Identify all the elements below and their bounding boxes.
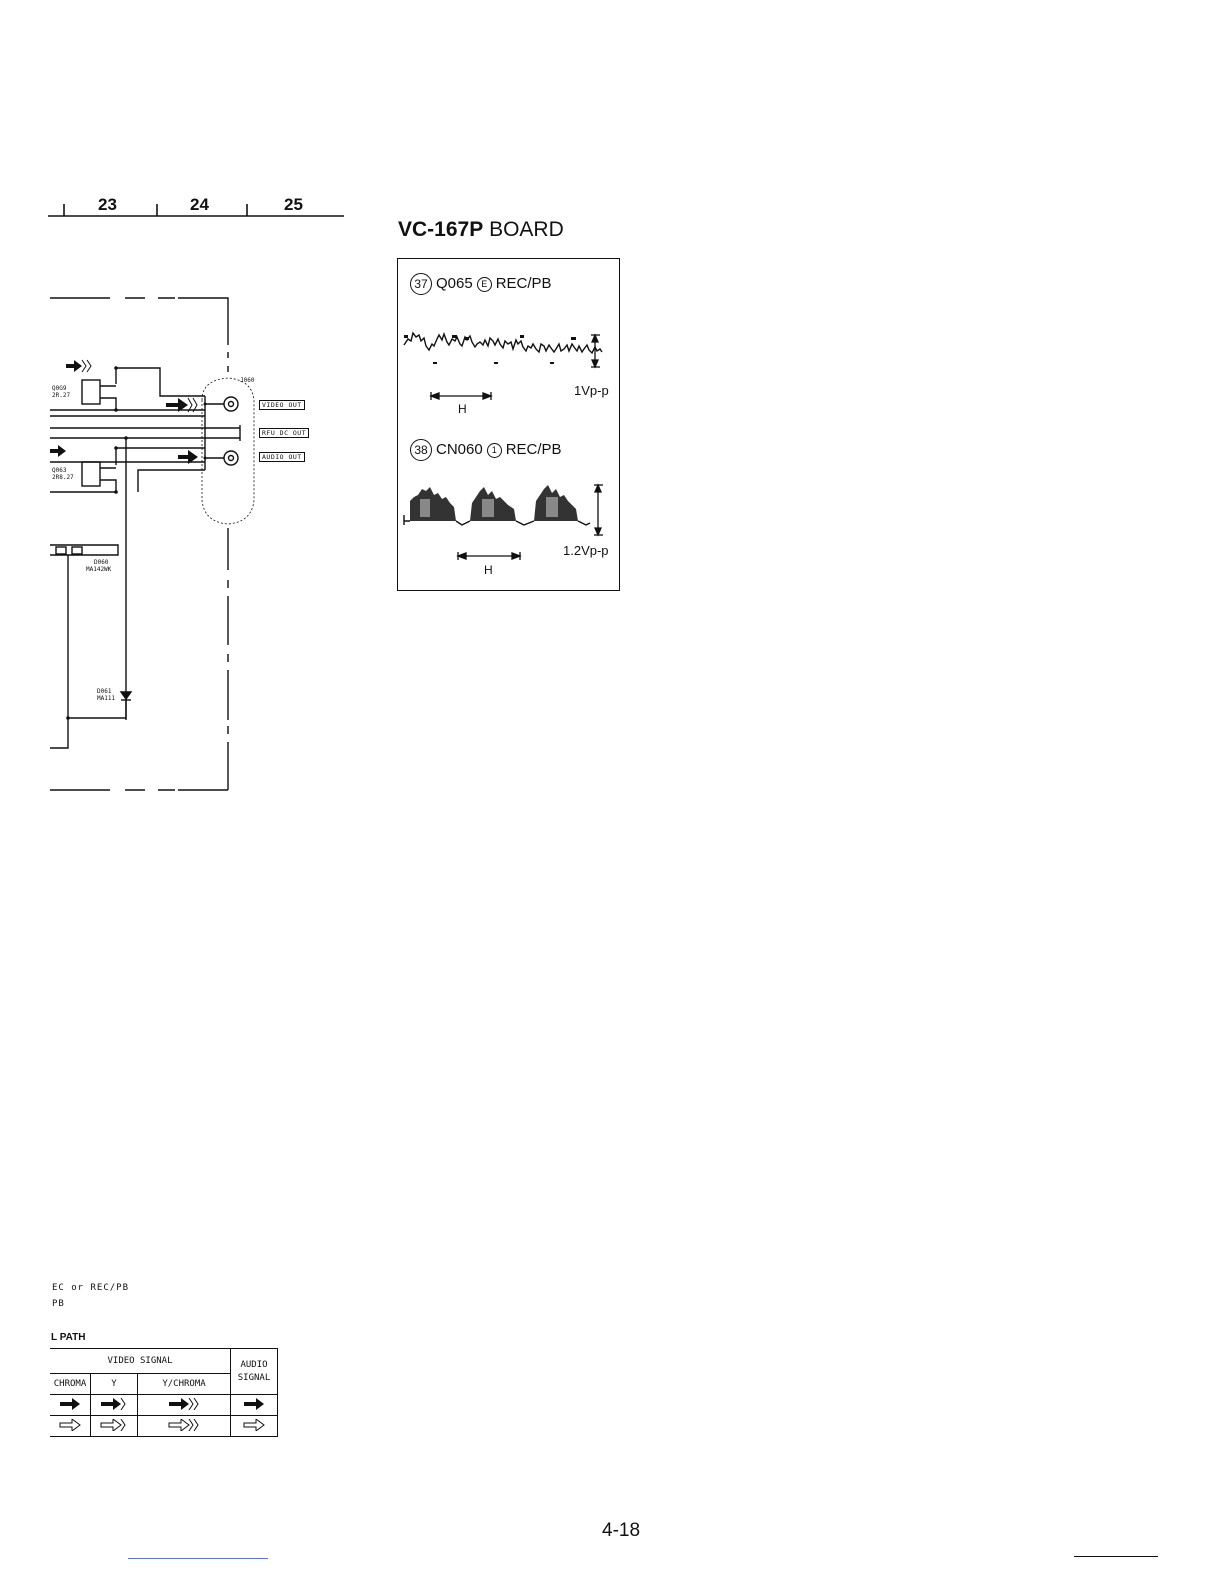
waveform-amplitude-37: 1Vp-p [574, 383, 609, 398]
waveform-amplitude-38: 1.2Vp-p [563, 543, 609, 558]
waveform-period-38: H [484, 563, 493, 577]
column-y: Y [91, 1374, 138, 1395]
signal-path-title: L PATH [51, 1332, 86, 1343]
waveform-mode-37: REC/PB [495, 274, 552, 292]
waveform-panel-38 [397, 425, 620, 591]
column-chroma: CHROMA [50, 1374, 91, 1395]
rec-audio-arrow-icon [231, 1395, 278, 1416]
rec-y-arrow-icon [91, 1395, 138, 1416]
legend-line-1: EC or REC/PB [52, 1283, 130, 1293]
jack-ref-label: J060 [240, 377, 255, 384]
ruler-number-23: 23 [98, 195, 117, 214]
page-number: 4-18 [602, 1520, 641, 1541]
bottom-divider-right [1074, 1556, 1158, 1557]
column-y-chroma: Y/CHROMA [138, 1374, 231, 1395]
part-type-q069: 2R.27 [52, 392, 71, 399]
waveform-ref-37: Q065 [436, 274, 473, 292]
audio-out-label: AUDIO OUT [259, 452, 305, 462]
board-suffix: BOARD [489, 218, 564, 241]
part-ref-q069: Q0G9 [52, 385, 67, 392]
pb-y-chroma-arrow-icon [138, 1416, 231, 1437]
part-ref-d061: D061 [97, 688, 112, 695]
waveform-pin-37: E [477, 277, 492, 292]
signal-path-table [50, 1348, 278, 1437]
board-model: VC-167P [398, 218, 484, 241]
part-ref-d060: D060 [94, 559, 109, 566]
waveform-trace-38 [398, 425, 619, 590]
waveform-trace-37 [398, 259, 619, 426]
part-ref-q063: Q063 [52, 467, 67, 474]
rec-chroma-arrow-icon [50, 1395, 91, 1416]
waveform-panel-37 [397, 258, 620, 427]
part-type-q063: 2R8.27 [52, 474, 74, 481]
part-type-d060: MA142WK [86, 566, 112, 573]
pb-y-arrow-icon [91, 1416, 138, 1437]
video-signal-header: VIDEO SIGNAL [50, 1349, 231, 1374]
rfu-dc-out-label: RFU DC OUT [259, 428, 309, 438]
ruler-number-25: 25 [284, 195, 303, 214]
waveform-mode-38: REC/PB [505, 440, 562, 458]
waveform-number-38: 38 [410, 439, 432, 461]
legend-line-2: PB [52, 1299, 65, 1309]
pb-chroma-arrow-icon [50, 1416, 91, 1437]
video-out-label: VIDEO OUT [259, 400, 305, 410]
schematic-diagram [0, 0, 360, 800]
waveform-pin-38: 1 [487, 443, 502, 458]
ruler-number-24: 24 [190, 195, 209, 214]
board-title [398, 218, 564, 242]
bottom-divider-left [128, 1558, 268, 1559]
pb-audio-arrow-icon [231, 1416, 278, 1437]
audio-signal-header: AUDIO SIGNAL [231, 1349, 278, 1395]
part-type-d061: MA111 [97, 695, 116, 702]
rec-y-chroma-arrow-icon [138, 1395, 231, 1416]
waveform-number-37: 37 [410, 273, 432, 295]
waveform-period-37: H [458, 402, 467, 416]
waveform-ref-38: CN060 [436, 440, 483, 458]
